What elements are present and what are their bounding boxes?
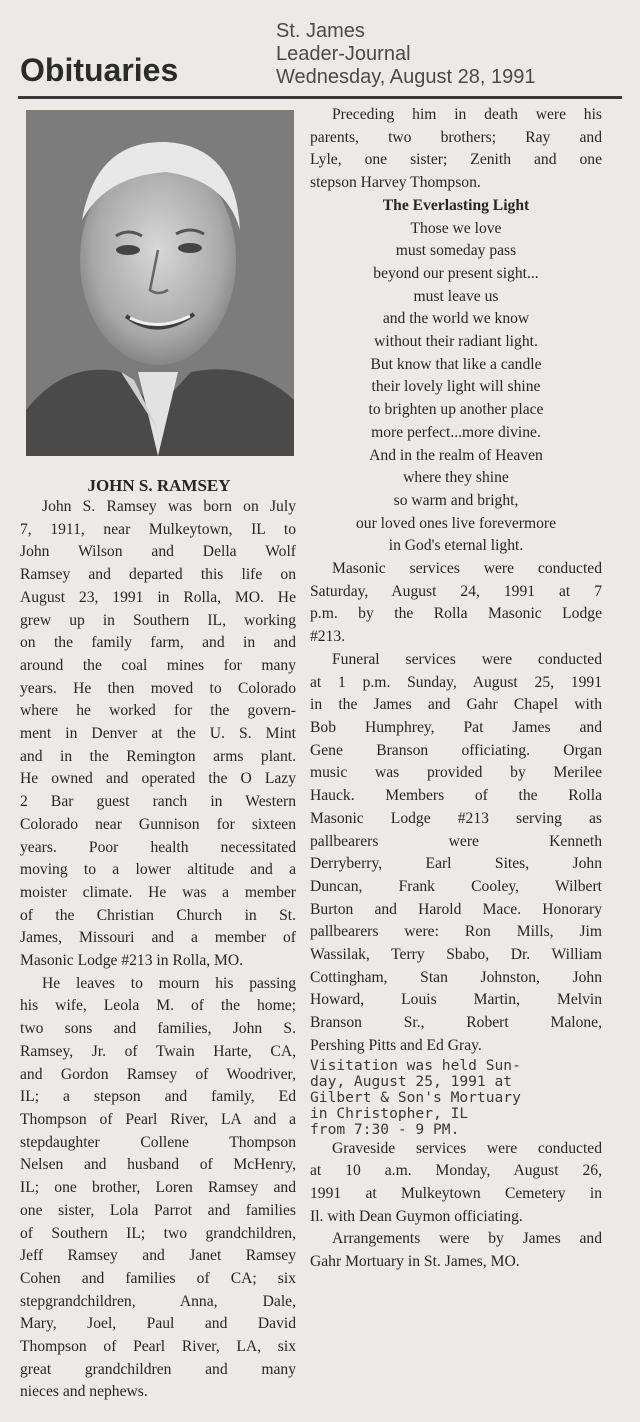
preceded-text-line: parents, two brothers; Ray and (310, 128, 602, 146)
poem-line: and the world we know (382, 310, 530, 328)
obituary-text-line: nieces and nephews. (20, 1383, 148, 1401)
masonic-services-line: Saturday, August 24, 1991 at 7 (310, 582, 602, 600)
graveside-services-line: 1991 at Mulkeytown Cemetery in (310, 1184, 602, 1202)
obituary-text-line: one sister, Lola Parrot and families (20, 1201, 296, 1219)
obituary-text-line: his wife, Leola M. of the home; (20, 997, 296, 1015)
obituary-text-line: stepdaughter Collene Thompson (20, 1133, 296, 1151)
obituary-text-line: two sons and families, John S. (20, 1020, 296, 1038)
poem-line: must someday pass (395, 242, 517, 260)
obituary-text-line: Mary, Joel, Paul and David (20, 1315, 296, 1333)
obituary-text-line: years. He then moved to Colorado (20, 679, 296, 697)
funeral-services-line: Funeral services were conducted (332, 650, 602, 668)
poem-line: so warm and bright, (393, 491, 519, 509)
obituary-text-line: 2 Bar guest ranch in Western (20, 793, 296, 811)
masonic-services-line: #213. (310, 628, 346, 646)
portrait-photo (26, 110, 294, 456)
obituary-text-line: around the coal mines for many (20, 656, 296, 674)
obituary-text-line: Jeff Ramsey and Janet Ramsey (20, 1247, 296, 1265)
funeral-services-line: at 1 p.m. Sunday, August 25, 1991 (310, 673, 602, 691)
funeral-services-line: Burton and Harold Mace. Honorary (310, 900, 602, 918)
funeral-services-line: Hauck. Members of the Rolla (310, 787, 602, 805)
masonic-services-line: Masonic services were conducted (332, 560, 602, 578)
funeral-services-line: Gene Branson officiating. Organ (310, 741, 602, 759)
obituary-text-line: John S. Ramsey was born on July (42, 498, 296, 515)
obituary-text-line: moister climate. He was a member (20, 883, 296, 901)
obituary-text-line: and Gordon Ramsey of Woodriver, (20, 1065, 296, 1083)
preceded-text-line: Preceding him in death were his (332, 106, 602, 123)
obituary-text-line: 7, 1911, near Mulkeytown, IL to (20, 520, 296, 538)
visitation-line: day, August 25, 1991 at (310, 1072, 513, 1090)
funeral-services-line: Pershing Pitts and Ed Gray. (310, 1036, 482, 1054)
visitation-line: Visitation was held Sun- (310, 1056, 521, 1074)
poem-line: And in the realm of Heaven (369, 446, 543, 464)
obituary-text-line: years. Poor health necessitated (20, 838, 296, 856)
header-rule (18, 96, 622, 99)
poem-line: to brighten up another place (368, 401, 544, 419)
poem-title: The Everlasting Light (382, 196, 530, 214)
funeral-services-line: in the James and Gahr Chapel with (310, 696, 602, 714)
obituary-text-line: Ramsey, Jr. of Twain Harte, CA, (20, 1042, 296, 1060)
preceded-text-line: stepson Harvey Thompson. (310, 174, 481, 192)
obituary-text-line: John Wilson and Della Wolf (20, 543, 296, 561)
graveside-services-line: Graveside services were conducted (332, 1139, 602, 1157)
obituary-text-line: Nelsen and husband of McHenry, (20, 1156, 296, 1174)
obituary-text-line: of Southern IL; two grandchildren, (20, 1224, 296, 1242)
obituary-text-line: Cohen and families of CA; six (20, 1269, 296, 1287)
section-title: Obituaries (20, 52, 179, 88)
obituary-text-line: Thompson of Pearl River, LA, six (20, 1338, 296, 1356)
obituary-right-column (310, 104, 602, 1274)
arrangements-line: Gahr Mortuary in St. James, MO. (310, 1253, 520, 1271)
obituary-text-line: grew up in Southern IL, working (20, 611, 296, 629)
graveside-services-line: at 10 a.m. Monday, August 26, (310, 1162, 602, 1180)
visitation-line: Gilbert & Son's Mortuary (310, 1088, 521, 1106)
poem-line: must leave us (413, 287, 499, 305)
funeral-services-line: Duncan, Frank Cooley, Wilbert (310, 877, 602, 895)
decedent-name: JOHN S. RAMSEY (87, 476, 231, 495)
visitation-line: from 7:30 - 9 PM. (310, 1120, 460, 1138)
funeral-services-line: Masonic Lodge #213 serving as (310, 809, 602, 827)
graveside-services-line: Il. with Dean Guymon officiating. (310, 1207, 523, 1225)
poem-line: more perfect...more divine. (371, 423, 541, 441)
obituary-text-line: great grandchildren and many (20, 1360, 296, 1378)
preceded-text-line: Lyle, one sister; Zenith and one (310, 151, 602, 169)
poem-line: But know that like a candle (370, 355, 542, 373)
obituary-text-line: Colorado near Gunnison for sixteen (20, 815, 296, 833)
funeral-services-line: music was provided by Merilee (310, 764, 602, 782)
funeral-services-line: pallbearers were Kenneth (310, 832, 602, 850)
obituary-text-line: on the family farm, and in and (20, 634, 296, 652)
masonic-services-line: p.m. by the Rolla Masonic Lodge (310, 605, 602, 623)
poem-line: their lovely light will shine (371, 378, 541, 396)
obituary-text-line: Masonic Lodge #213 in Rolla, MO. (20, 952, 244, 970)
poem-line: beyond our present sight... (373, 264, 539, 282)
funeral-services-line: Branson Sr., Robert Malone, (310, 1014, 602, 1032)
funeral-services-line: Bob Humphrey, Pat James and (310, 718, 602, 736)
poem-line: Those we love (410, 219, 502, 237)
obituary-text-line: stepgrandchildren, Anna, Dale, (20, 1292, 296, 1310)
obituary-text-line: IL; one brother, Loren Ramsey and (20, 1179, 296, 1197)
obituary-text-line: of the Christian Church in St. (20, 906, 296, 924)
obituary-text-line: James, Missouri and a member of (20, 929, 296, 947)
paper-name-line-2: Leader-Journal (276, 43, 411, 65)
poem-line: without their radiant light. (374, 333, 538, 351)
obituary-text-line: Thompson of Pearl River, LA and a (20, 1110, 296, 1128)
poem-line: in God's eternal light. (388, 537, 524, 555)
funeral-services-line: Howard, Louis Martin, Melvin (310, 991, 602, 1009)
obituary-text-line: and in the Remington arms plant. (20, 747, 296, 765)
publication-date: Wednesday, August 28, 1991 (276, 66, 536, 88)
funeral-services-line: pallbearers were: Ron Mills, Jim (310, 923, 602, 941)
obituary-text-line: where he worked for the govern- (20, 702, 296, 720)
poem-line: where they shine (403, 469, 509, 487)
paper-name-line-1: St. James (276, 20, 365, 42)
arrangements-line: Arrangements were by James and (332, 1230, 602, 1248)
obituary-text-line: He owned and operated the O Lazy (20, 770, 296, 788)
obituary-left-column (20, 496, 296, 1404)
obituary-text-line: Ramsey and departed this life on (20, 566, 296, 584)
obituary-text-line: August 23, 1991 in Rolla, MO. He (20, 588, 296, 606)
funeral-services-line: Wassilak, Terry Sbabo, Dr. William (310, 946, 602, 964)
funeral-services-line: Derryberry, Earl Sites, John (310, 855, 602, 873)
visitation-line: in Christopher, IL (310, 1104, 469, 1122)
obituary-text-line: moving to a lower altitude and a (20, 861, 296, 879)
obituary-text-line: IL; a stepson and family, Ed (20, 1088, 296, 1106)
obituary-text-line: ment in Denver at the U. S. Mint (20, 725, 296, 743)
newspaper-source (276, 20, 535, 89)
obituary-text-line: He leaves to mourn his passing (42, 974, 296, 992)
poem-line: our loved ones live forevermore (355, 514, 557, 532)
funeral-services-line: Cottingham, Stan Johnston, John (310, 968, 602, 986)
